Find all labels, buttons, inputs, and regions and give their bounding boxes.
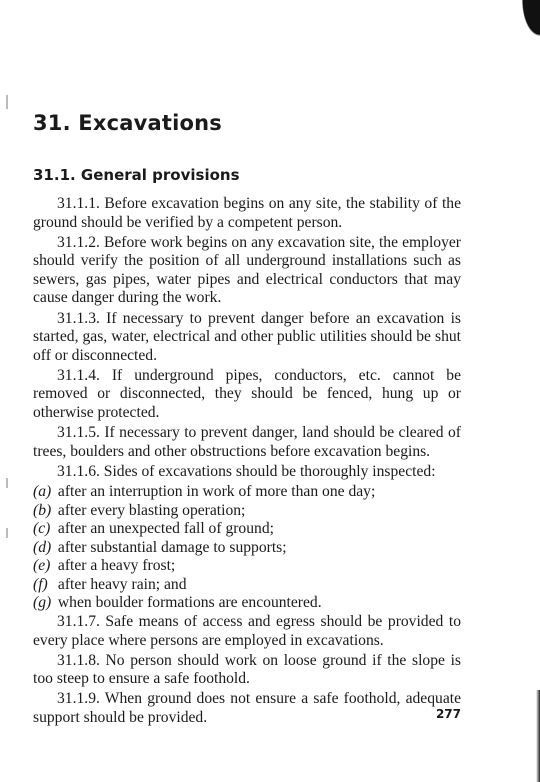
paragraph-31-1-2: 31.1.2. Before work begins on any excavation site, the employer should verify the position of all underground installations such as sewers, gas pipes, water pipes and electrical conductors that may cause danger during the work. — [33, 233, 461, 307]
paragraph-31-1-7: 31.1.7. Safe means of access and egress should be provided to every place where persons are employed in excavations. — [33, 613, 461, 649]
chapter-title: 31. Excavations — [33, 111, 222, 135]
list-item — [33, 539, 461, 558]
list-item-text: when boulder formations are encountered. — [57, 594, 322, 612]
page-number: 277 — [435, 707, 461, 721]
scan-edge-mark — [6, 95, 8, 109]
list-item-text: after heavy rain; and — [57, 575, 187, 593]
list-item-letter: (g) — [33, 594, 52, 612]
list-item-letter: (f) — [33, 575, 48, 593]
list-item-text: after every blasting operation; — [57, 501, 246, 519]
list-item — [33, 594, 461, 613]
list-item — [33, 576, 461, 595]
list-item-letter: (a) — [33, 482, 52, 500]
page-edge-shadow — [536, 690, 540, 782]
page-corner-shadow — [518, 0, 540, 44]
scan-edge-mark — [6, 528, 8, 538]
list-item — [33, 502, 461, 521]
paragraph-31-1-5: 31.1.5. If necessary to prevent danger, land should be cleared of trees, boulders and other obstructions before excavation begins. — [33, 424, 461, 460]
section-body — [33, 195, 461, 729]
list-item-letter: (e) — [33, 557, 51, 575]
list-item — [33, 483, 461, 502]
section-title: 31.1. General provisions — [33, 166, 240, 184]
list-item-letter: (c) — [33, 520, 51, 538]
list-item — [33, 557, 461, 576]
list-item-text: after substantial damage to supports; — [57, 538, 287, 556]
paragraph-31-1-6: 31.1.6. Sides of excavations should be thoroughly inspected: — [57, 462, 436, 480]
paragraph-31-1-3: 31.1.3. If necessary to prevent danger before an excavation is started, gas, water, electrical and other public utilities should be shut off or disconnected. — [33, 309, 461, 364]
list-item-text: after an interruption in work of more than one day; — [57, 482, 376, 500]
list-item-letter: (b) — [33, 501, 52, 519]
inspection-list — [33, 483, 461, 613]
paragraph-31-1-1: 31.1.1. Before excavation begins on any site, the stability of the ground should be verified by a competent person. — [33, 195, 461, 231]
list-item-text: after an unexpected fall of ground; — [57, 520, 274, 538]
scan-edge-mark — [6, 478, 8, 488]
paragraph-31-1-4: 31.1.4. If underground pipes, conductors, etc. cannot be removed or disconnected, they should be fenced, hung up or otherwise protected. — [33, 366, 461, 422]
list-item-text: after a heavy frost; — [57, 557, 176, 575]
list-item — [33, 520, 461, 539]
paragraph-31-1-8: 31.1.8. No person should work on loose ground if the slope is too steep to ensure a safe foothold. — [33, 651, 461, 688]
paragraph-31-1-9: 31.1.9. When ground does not ensure a safe foothold, adequate support should be provided. — [33, 690, 461, 727]
list-item-letter: (d) — [33, 538, 52, 556]
